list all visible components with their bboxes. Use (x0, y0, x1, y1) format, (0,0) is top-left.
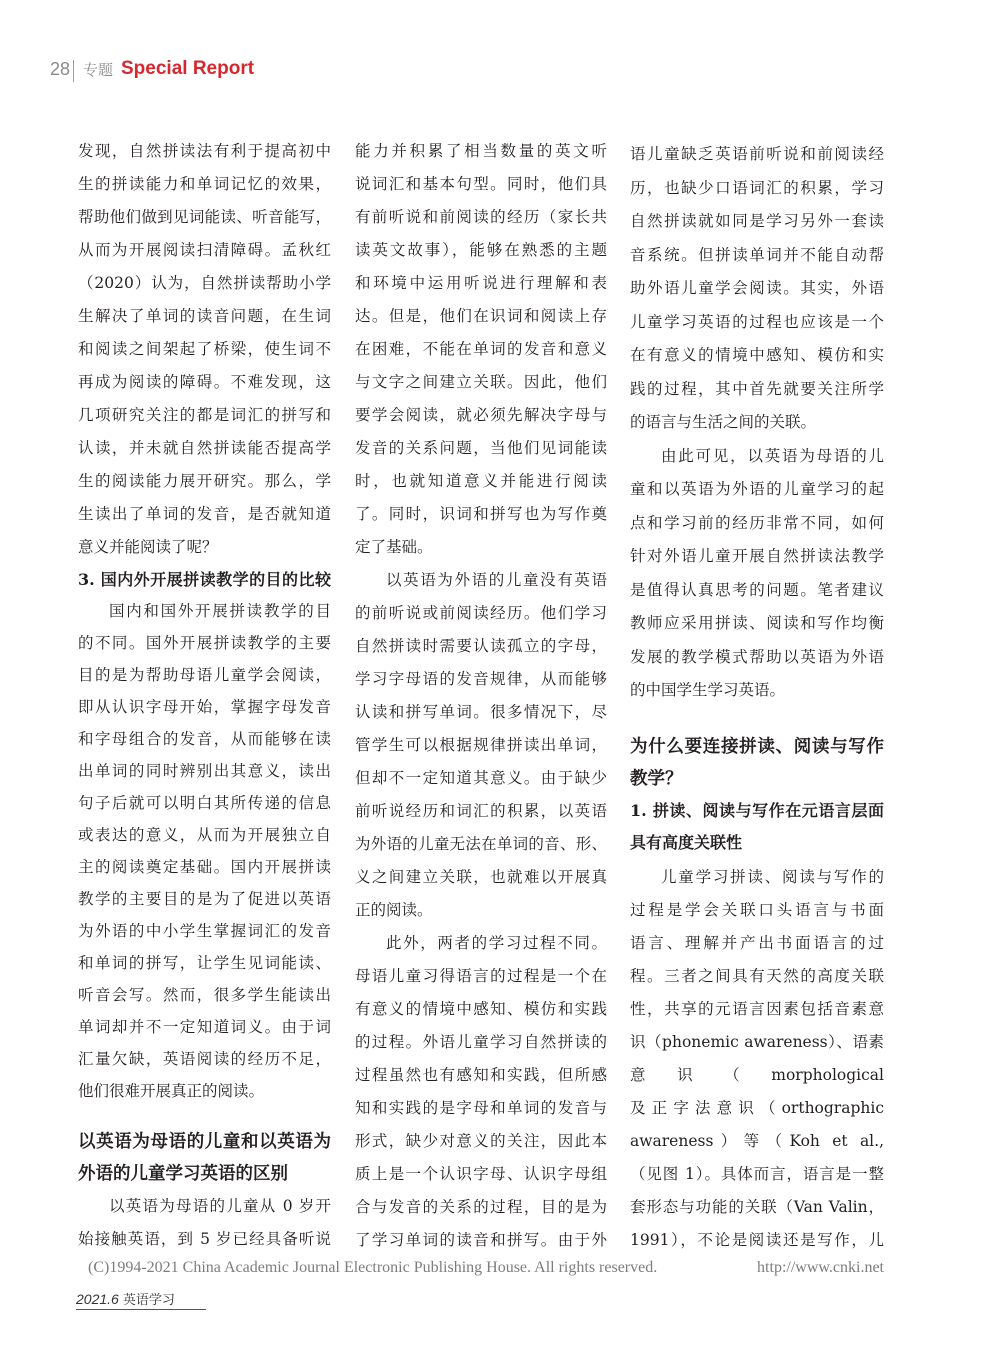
column-3 (630, 0, 884, 1258)
text-line: 合与发音的关系的过程，目的是为 (355, 1197, 607, 1216)
section-heading (630, 731, 884, 795)
text-line: 套形态与功能的关联（Van Valin， (630, 1197, 884, 1216)
text-line: 有意义的情境中感知、模仿和实践 (355, 999, 607, 1018)
text-line: 从而为开展阅读扫清障碍。孟秋红 (78, 240, 331, 259)
text-line: 知和实践的是字母和单词的发音与 (355, 1098, 607, 1117)
text-line: 了。同时，识词和拼写也为写作奠 (355, 504, 607, 523)
text-line: 语儿童缺乏英语前听说和前阅读经 (630, 145, 884, 163)
text-line: 有前听说和前阅读的经历（家长共 (355, 207, 607, 226)
source-url: http://www.cnki.net (757, 1259, 884, 1276)
text-line: 或表达的意义，从而为开展独立自 (78, 826, 331, 844)
text-line: 前听说经历和词汇的积累，以英语 (355, 801, 607, 820)
text-line: 童和以英语为外语的儿童学习的起 (630, 480, 884, 498)
text-line: 与文字之间建立关联。因此，他们 (355, 372, 607, 391)
text-line: 发现，自然拼读法有利于提高初中 (78, 141, 331, 160)
text-line: 了学习单词的读音和拼写。由于外 (355, 1230, 607, 1249)
text-line: 和字母组合的发音，从而能够在读 (78, 730, 331, 748)
text-line: 管学生可以根据规律拼读出单词， (355, 735, 607, 754)
text-line: 但却不一定知道其意义。由于缺少 (355, 768, 607, 787)
text-line: 的前听说或前阅读经历。他们学习 (355, 603, 607, 622)
text-line: 单词却并不一定知道词义。由于词 (78, 1018, 331, 1036)
text-line: 和阅读之间架起了桥梁，使生词不 (78, 339, 331, 358)
text-line: 再成为阅读的障碍。不难发现，这 (78, 372, 331, 391)
paragraph (630, 440, 884, 708)
subsection-heading-line: 1. 拼读、阅读与写作在元语言层面 (630, 801, 884, 820)
section-label: 专题 (83, 61, 114, 79)
text-line: 生的拼读能力和单词记忆的效果， (78, 174, 331, 193)
text-line: 性，共享的元语言因素包括音素意 (630, 999, 884, 1018)
text-line: 生读出了单词的发音，是否就知道 (78, 504, 331, 523)
text-line: 及正字法意识（orthographic (630, 1098, 884, 1117)
text-line: 意识（morphological (630, 1065, 884, 1084)
text-line: 在困难，不能在单词的发音和意义 (355, 339, 607, 358)
text-line: 音系统。但拼读单词并不能自动帮 (630, 245, 884, 264)
section-heading-line: 以英语为母语的儿童和以英语为 (78, 1132, 331, 1152)
text-line: 点和学习前的经历非常不同，如何 (630, 513, 884, 532)
section-title-en: Special Report (121, 58, 255, 79)
text-line: 为外语的中小学生掌握词汇的发音 (78, 922, 331, 940)
text-line: 读英文故事），能够在熟悉的主题 (355, 240, 607, 259)
copyright-notice: (C)1994-2021 China Academic Journal Electronic Publishing House. All rights reserved. (88, 1259, 658, 1276)
text-line: 主的阅读奠定基础。国内开展拼读 (78, 858, 331, 876)
text-line: 帮助他们做到见词能读、听音能写， (78, 207, 331, 226)
text-line: 的不同。国外开展拼读教学的主要 (78, 634, 331, 652)
paragraph (630, 138, 884, 440)
text-line: 以英语为外语的儿童没有英语 (386, 570, 607, 589)
text-line: 时，也就知道意义并能进行阅读 (355, 471, 607, 490)
text-line: 国内和国外开展拼读教学的目 (109, 602, 331, 620)
paragraph (78, 595, 331, 1107)
text-line: 生解决了单词的读音问题，在生词 (78, 306, 331, 325)
text-line: 针对外语儿童开展自然拼读法教学 (630, 547, 884, 565)
text-line: （2020）认为，自然拼读帮助小学 (78, 273, 331, 292)
text-line: 自然拼读就如同是学习另外一套读 (630, 212, 884, 230)
text-line: 质上是一个认识字母、认识字母组 (355, 1164, 607, 1183)
paragraph (630, 861, 884, 1257)
text-line: 语言、理解并产出书面语言的过 (630, 933, 884, 952)
issue-number: 2021.6 (76, 1291, 119, 1307)
text-line: 此外，两者的学习过程不同。 (386, 933, 607, 952)
paragraph (78, 135, 331, 564)
column-1 (78, 0, 331, 1258)
section-heading (78, 1126, 331, 1190)
text-line: awareness）等（Koh et al., (630, 1131, 884, 1150)
text-line: 意义并能阅读了呢？ (78, 537, 218, 556)
subsection-heading (630, 795, 884, 859)
text-line: 定了基础。 (355, 537, 433, 556)
text-line: （见图 1）。具体而言，语言是一整 (630, 1164, 884, 1183)
subsection-heading (78, 563, 331, 596)
subsection-heading-line: 具有高度关联性 (630, 833, 743, 852)
text-line: 他们很难开展真正的阅读。 (78, 1082, 265, 1100)
text-line: 要学会阅读，就必须先解决字母与 (355, 405, 607, 424)
text-line: 以英语为母语的儿童从 0 岁开 (109, 1197, 331, 1215)
text-line: 和环境中运用听说进行理解和表 (355, 273, 607, 292)
page-number: 28 (50, 59, 71, 79)
text-line: 出单词的同时辨别出其意义，读出 (78, 762, 331, 780)
text-line: 的中国学生学习英语。 (630, 681, 786, 699)
text-line: 过程虽然也有感知和实践，但所感 (355, 1065, 607, 1084)
paragraph (355, 135, 607, 564)
text-line: 说词汇和基本句型。同时，他们具 (355, 174, 607, 193)
text-line: 发展的教学模式帮助以英语为外语 (630, 647, 884, 666)
text-line: 教学的主要目的是为了促进以英语 (78, 890, 331, 908)
text-line: 形式，缺少对意义的关注，因此本 (355, 1131, 607, 1150)
text-line: 在有意义的情境中感知、模仿和实 (630, 346, 884, 364)
text-line: 母语儿童习得语言的过程是一个在 (355, 966, 607, 985)
text-line: 为外语的儿童无法在单词的音、形、 (355, 834, 607, 853)
text-line: 汇量欠缺，英语阅读的经历不足， (78, 1050, 331, 1068)
subsection-heading-text: 3. 国内外开展拼读教学的目的比较 (78, 570, 331, 589)
paragraph (78, 1190, 331, 1256)
text-line: 即从认识字母开始，掌握字母发音 (78, 698, 331, 716)
text-line: 由此可见，以英语为母语的儿 (661, 446, 884, 465)
text-line: 识（phonemic awareness）、语素 (630, 1032, 884, 1051)
text-line: 能力并积累了相当数量的英文听 (355, 141, 607, 160)
text-line: 几项研究关注的都是词汇的拼写和 (78, 405, 331, 424)
text-line: 儿童学习拼读、阅读与写作的 (661, 867, 884, 886)
text-line: 认读，并未就自然拼读能否提高学 (78, 438, 331, 457)
paragraph (355, 927, 607, 1257)
section-heading-line: 外语的儿童学习英语的区别 (78, 1164, 288, 1184)
text-line: 过程是学会关联口头语言与书面 (630, 900, 884, 919)
text-line: 自然拼读时需要认读孤立的字母， (355, 636, 607, 655)
text-line: 践的过程，其中首先就要关注所学 (630, 379, 884, 398)
text-line: 历，也缺少口语词汇的积累，学习 (630, 178, 884, 197)
text-line: 和单词的拼写，让学生见词能读、 (78, 954, 331, 972)
text-line: 达。但是，他们在识词和阅读上存 (355, 306, 607, 325)
text-line: 始接触英语，到 5 岁已经具备听说 (78, 1230, 331, 1248)
text-line: 听音会写。然而，很多学生能读出 (78, 986, 331, 1004)
text-line: 义之间建立关联，也就难以开展真 (355, 867, 607, 886)
text-line: 正的阅读。 (355, 900, 433, 919)
column-2 (355, 0, 607, 1258)
text-line: 儿童学习英语的过程也应该是一个 (630, 312, 884, 331)
text-line: 发音的关系问题，当他们见词能读 (355, 438, 607, 457)
text-line: 学习字母语的发音规律，从而能够 (355, 669, 607, 688)
journal-name: 英语学习 (122, 1293, 175, 1308)
text-line: 程。三者之间具有天然的高度关联 (630, 966, 884, 985)
text-line: 助外语儿童学会阅读。其实，外语 (630, 279, 884, 297)
text-line: 教师应采用拼读、阅读和写作均衡 (630, 614, 884, 632)
text-line: 生的阅读能力展开研究。那么，学 (78, 471, 331, 490)
text-line: 的语言与生活之间的关联。 (630, 413, 817, 431)
text-line: 的过程。外语儿童学习自然拼读的 (355, 1032, 607, 1051)
text-line: 是值得认真思考的问题。笔者建议 (630, 580, 884, 599)
section-heading-line: 教学？ (630, 769, 683, 789)
text-line: 认读和拼写单词。很多情况下，尽 (355, 702, 607, 721)
section-heading-line: 为什么要连接拼读、阅读与写作 (630, 737, 884, 757)
text-line: 句子后就可以明白其所传递的信息 (78, 794, 331, 812)
paragraph (355, 564, 607, 927)
issue-info (76, 1289, 206, 1310)
header-divider (73, 60, 74, 82)
text-line: 1991），不论是阅读还是写作，儿 (630, 1230, 884, 1249)
text-line: 目的是为帮助母语儿童学会阅读， (78, 666, 331, 684)
